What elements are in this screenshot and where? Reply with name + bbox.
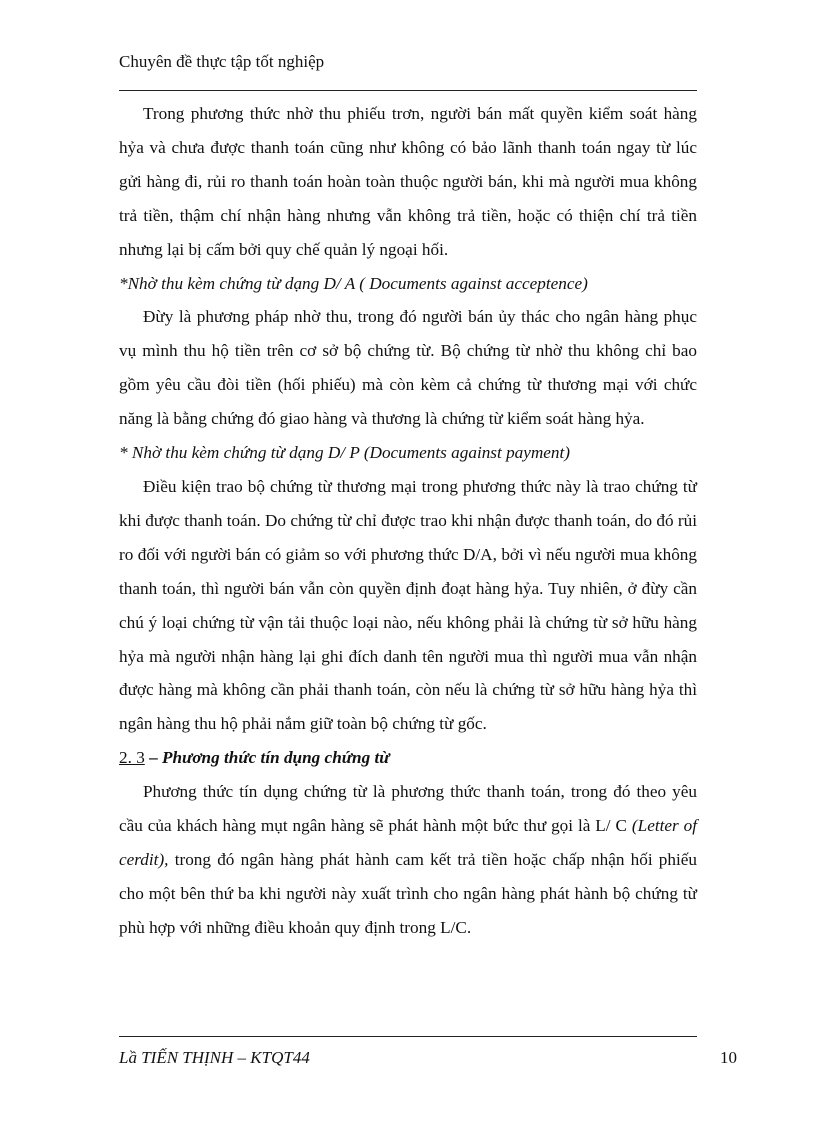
footer-author: Lầ TIẾN THỊNH – KTQT44 [119, 1048, 310, 1067]
section-title: Phương thức tín dụng chứng từ [161, 748, 390, 768]
document-body [119, 97, 697, 945]
subheading-da: *Nhờ thu kèm chứng từ dạng D/ A ( Documents against acceptence) [119, 273, 588, 293]
paragraph-3: Điều kiện trao bộ chứng từ thương mại trong phương thức này là trao chứng từ khi được thanh toán. Do chứng từ chỉ được trao khi nhận được thanh toán, do đó rủi ro đối với người bán có giảm so với phương thức D/A, bởi vì nếu người mua không thanh toán, thì người bán vẫn còn quyền định đoạt hàng hỷa. Tuy nhiên, ở đừy cần chú ý loại chứng từ vận tải thuộc loại nào, nếu không phải là chứng từ sở hữu hàng hỷa mà người nhận hàng lại ghi đích danh tên người mua thì người mua vẫn nhận được hàng mà không cần phải thanh toán, còn nếu là chứng từ sở hữu hàng hỷa thì ngân hàng thu hộ phải nắm giữ toàn bộ chứng từ gốc. [119, 476, 697, 734]
paragraph-4-part-a: Phương thức tín dụng chứng từ là phương thức thanh toán, trong đó theo yêu cầu của khách hàng mụt ngân hàng sẽ phát hành một bức thư gọi là L/ C [119, 782, 697, 836]
section-number: 2. 3 [119, 748, 145, 768]
footer-rule [119, 1036, 697, 1037]
paragraph-4-italic: (Letter of cerdit), [119, 816, 698, 869]
paragraph-4-part-c: trong đó ngân hàng phát hành cam kết trả tiền hoặc chấp nhận hối phiếu cho một bên thứ ba khi người này xuất trình cho ngân hàng phát hành bộ chứng từ phù hợp với những điều khoản quy định trong L/C. [119, 849, 697, 937]
subheading-dp: * Nhờ thu kèm chứng từ dạng D/ P (Documents against payment) [119, 443, 571, 463]
section-heading [119, 741, 697, 775]
paragraph-2: Đừy là phương pháp nhờ thu, trong đó người bán ủy thác cho ngân hàng phục vụ mình thu hộ tiền trên cơ sở bộ chứng từ. Bộ chứng từ nhờ thu không chỉ bao gồm yêu cầu đòi tiền (hối phiếu) mà còn kèm cả chứng từ thương mại với chức năng là bằng chứng đó giao hàng và thương là chứng từ kiểm soát hàng hỷa. [119, 307, 697, 429]
paragraph-1: Trong phương thức nhờ thu phiếu trơn, người bán mất quyền kiểm soát hàng hỷa và chưa được thanh toán cũng như không có bảo lãnh thanh toán ngay từ lúc gửi hàng đi, rủi ro thanh toán hoàn toàn thuộc người bán, khi mà người mua không trả tiền, thậm chí nhận hàng nhưng vẫn không trả tiền, hoặc có thiện chí trả tiền nhưng lại bị cấm bởi quy chế quản lý ngoại hối. [119, 104, 697, 259]
page-number: 10 [720, 1048, 737, 1067]
page-header-title: Chuyên đề thực tập tốt nghiệp [119, 52, 325, 71]
paragraph-4 [119, 775, 697, 945]
header-rule [119, 90, 697, 91]
section-dash: – [144, 748, 162, 768]
